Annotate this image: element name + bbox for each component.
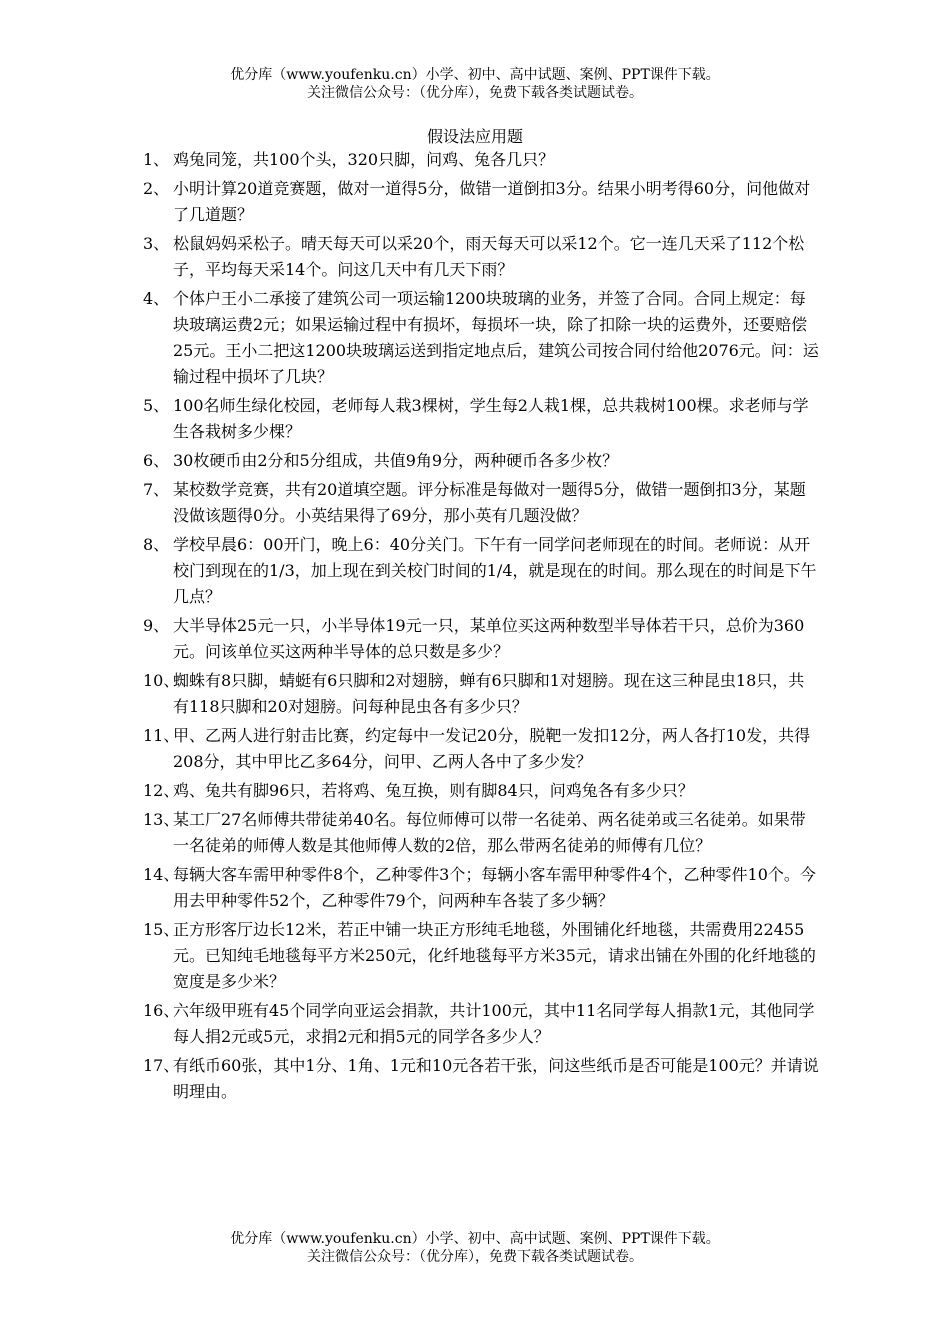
- question-number: 13、: [143, 810, 180, 829]
- question-text: 100名师生绿化校园，老师每人栽3棵树，学生每2人栽1棵，总共栽树100棵。求老师与学生各栽树多少棵？: [173, 396, 809, 441]
- question-item: [143, 998, 819, 1050]
- question-text: 某校数学竞赛，共有20道填空题。评分标准是每做对一题得5分，做错一题倒扣3分，某题没做该题得0分。小英结果得了69分，那小英有几题没做？: [173, 480, 806, 525]
- question-text: 某工厂27名师傅共带徒弟40名。每位师傅可以带一名徒弟、两名徒弟或三名徒弟。如果带一名徒弟的师傅人数是其他师傅人数的2倍，那么带两名徒弟的师傅有几位？: [173, 810, 806, 855]
- question-number: 9、: [143, 616, 170, 635]
- question-number: 14、: [143, 865, 180, 884]
- question-text: 每辆大客车需甲种零件8个，乙种零件3个；每辆小客车需甲种零件4个，乙种零件10个。今用去甲种零件52个，乙种零件79个，问两种车各装了多少辆？: [173, 865, 816, 910]
- question-text: 有纸币60张，其中1分、1角、1元和10元各若干张，问这些纸币是否可能是100元？并请说明理由。: [173, 1056, 819, 1101]
- question-text: 鸡、兔共有脚96只，若将鸡、兔互换，则有脚84只，问鸡兔各有多少只？: [173, 781, 694, 800]
- question-number: 11、: [143, 726, 180, 745]
- question-item: [143, 807, 819, 859]
- question-list: [143, 147, 819, 1108]
- question-text: 鸡兔同笼，共100个头，320只脚，问鸡、兔各几只？: [173, 150, 555, 169]
- question-number: 6、: [143, 451, 170, 470]
- header-line-2: 关注微信公众号：（优分库），免费下载各类试题试卷。: [307, 85, 643, 101]
- page-header: [0, 66, 950, 102]
- question-number: 17、: [143, 1056, 180, 1075]
- question-text: 学校早晨6：00开门，晚上6：40分关门。下午有一同学问老师现在的时间。老师说：从开校门到现在的1/3，加上现在到关校门时间的1/4，就是现在的时间。那么现在的时间是下午几点？: [173, 535, 817, 606]
- question-item: [143, 668, 819, 720]
- page-footer: [0, 1230, 950, 1266]
- question-number: 8、: [143, 535, 170, 554]
- question-number: 3、: [143, 234, 170, 253]
- question-text: 蜘蛛有8只脚，蜻蜓有6只脚和2对翅膀，蝉有6只脚和1对翅膀。现在这三种昆虫18只，共有118只脚和20对翅膀。问每种昆虫各有多少只？: [173, 671, 805, 716]
- question-text: 30枚硬币由2分和5分组成，共值9角9分，两种硬币各多少枚？: [173, 451, 619, 470]
- question-item: [143, 231, 819, 283]
- question-item: [143, 862, 819, 914]
- question-item: [143, 147, 819, 173]
- question-text: 甲、乙两人进行射击比赛，约定每中一发记20分，脱靶一发扣12分，两人各打10发，共得208分，其中甲比乙多64分，问甲、乙两人各中了多少发？: [173, 726, 811, 771]
- question-item: [143, 723, 819, 775]
- question-number: 5、: [143, 396, 170, 415]
- page-title: 假设法应用题: [426, 127, 523, 146]
- question-text: 松鼠妈妈采松子。晴天每天可以采20个，雨天每天可以采12个。它一连几天采了112个松子，平均每天采14个。问这几天中有几天下雨？: [173, 234, 805, 279]
- question-text: 六年级甲班有45个同学向亚运会捐款，共计100元，其中11名同学每人捐款1元，其他同学每人捐2元或5元，求捐2元和捐5元的同学各多少人？: [173, 1001, 815, 1046]
- question-number: 15、: [143, 920, 180, 939]
- question-text: 正方形客厅边长12米，若正中铺一块正方形纯毛地毯，外围铺化纤地毯，共需费用22455元。已知纯毛地毯每平方米250元，化纤地毯每平方米35元，请求出铺在外围的化纤地毯的宽度是多少米？: [173, 920, 816, 991]
- question-text: 小明计算20道竞赛题，做对一道得5分，做错一道倒扣3分。结果小明考得60分，问他做对了几道题？: [173, 179, 811, 224]
- question-number: 2、: [143, 179, 170, 198]
- question-number: 16、: [143, 1001, 180, 1020]
- question-number: 10、: [143, 671, 180, 690]
- question-number: 1、: [143, 150, 170, 169]
- header-line-1: 优分库（www.youfenku.cn）小学、初中、高中试题、案例、PPT课件下载。: [230, 67, 720, 83]
- question-item: [143, 917, 819, 995]
- question-item: [143, 286, 819, 390]
- question-text: 个体户王小二承接了建筑公司一项运输1200块玻璃的业务，并签了合同。合同上规定：每块玻璃运费2元；如果运输过程中有损坏，每损坏一块，除了扣除一块的运费外，还要赔偿25元。王小二把这1200块玻璃运送到指定地点后，建筑公司按合同付给他2076元。问：运输过程中损坏了几块？: [173, 289, 819, 386]
- question-item: [143, 393, 819, 445]
- question-item: [143, 613, 819, 665]
- question-item: [143, 532, 819, 610]
- question-text: 大半导体25元一只，小半导体19元一只，某单位买这两种数型半导体若干只，总价为360元。问该单位买这两种半导体的总只数是多少？: [173, 616, 805, 661]
- footer-line-1: 优分库（www.youfenku.cn）小学、初中、高中试题、案例、PPT课件下载。: [230, 1231, 720, 1247]
- question-item: [143, 477, 819, 529]
- question-item: [143, 778, 819, 804]
- question-item: [143, 448, 819, 474]
- question-number: 4、: [143, 289, 170, 308]
- question-number: 7、: [143, 480, 170, 499]
- footer-line-2: 关注微信公众号：（优分库），免费下载各类试题试卷。: [307, 1249, 643, 1265]
- question-item: [143, 1053, 819, 1105]
- question-number: 12、: [143, 781, 180, 800]
- question-item: [143, 176, 819, 228]
